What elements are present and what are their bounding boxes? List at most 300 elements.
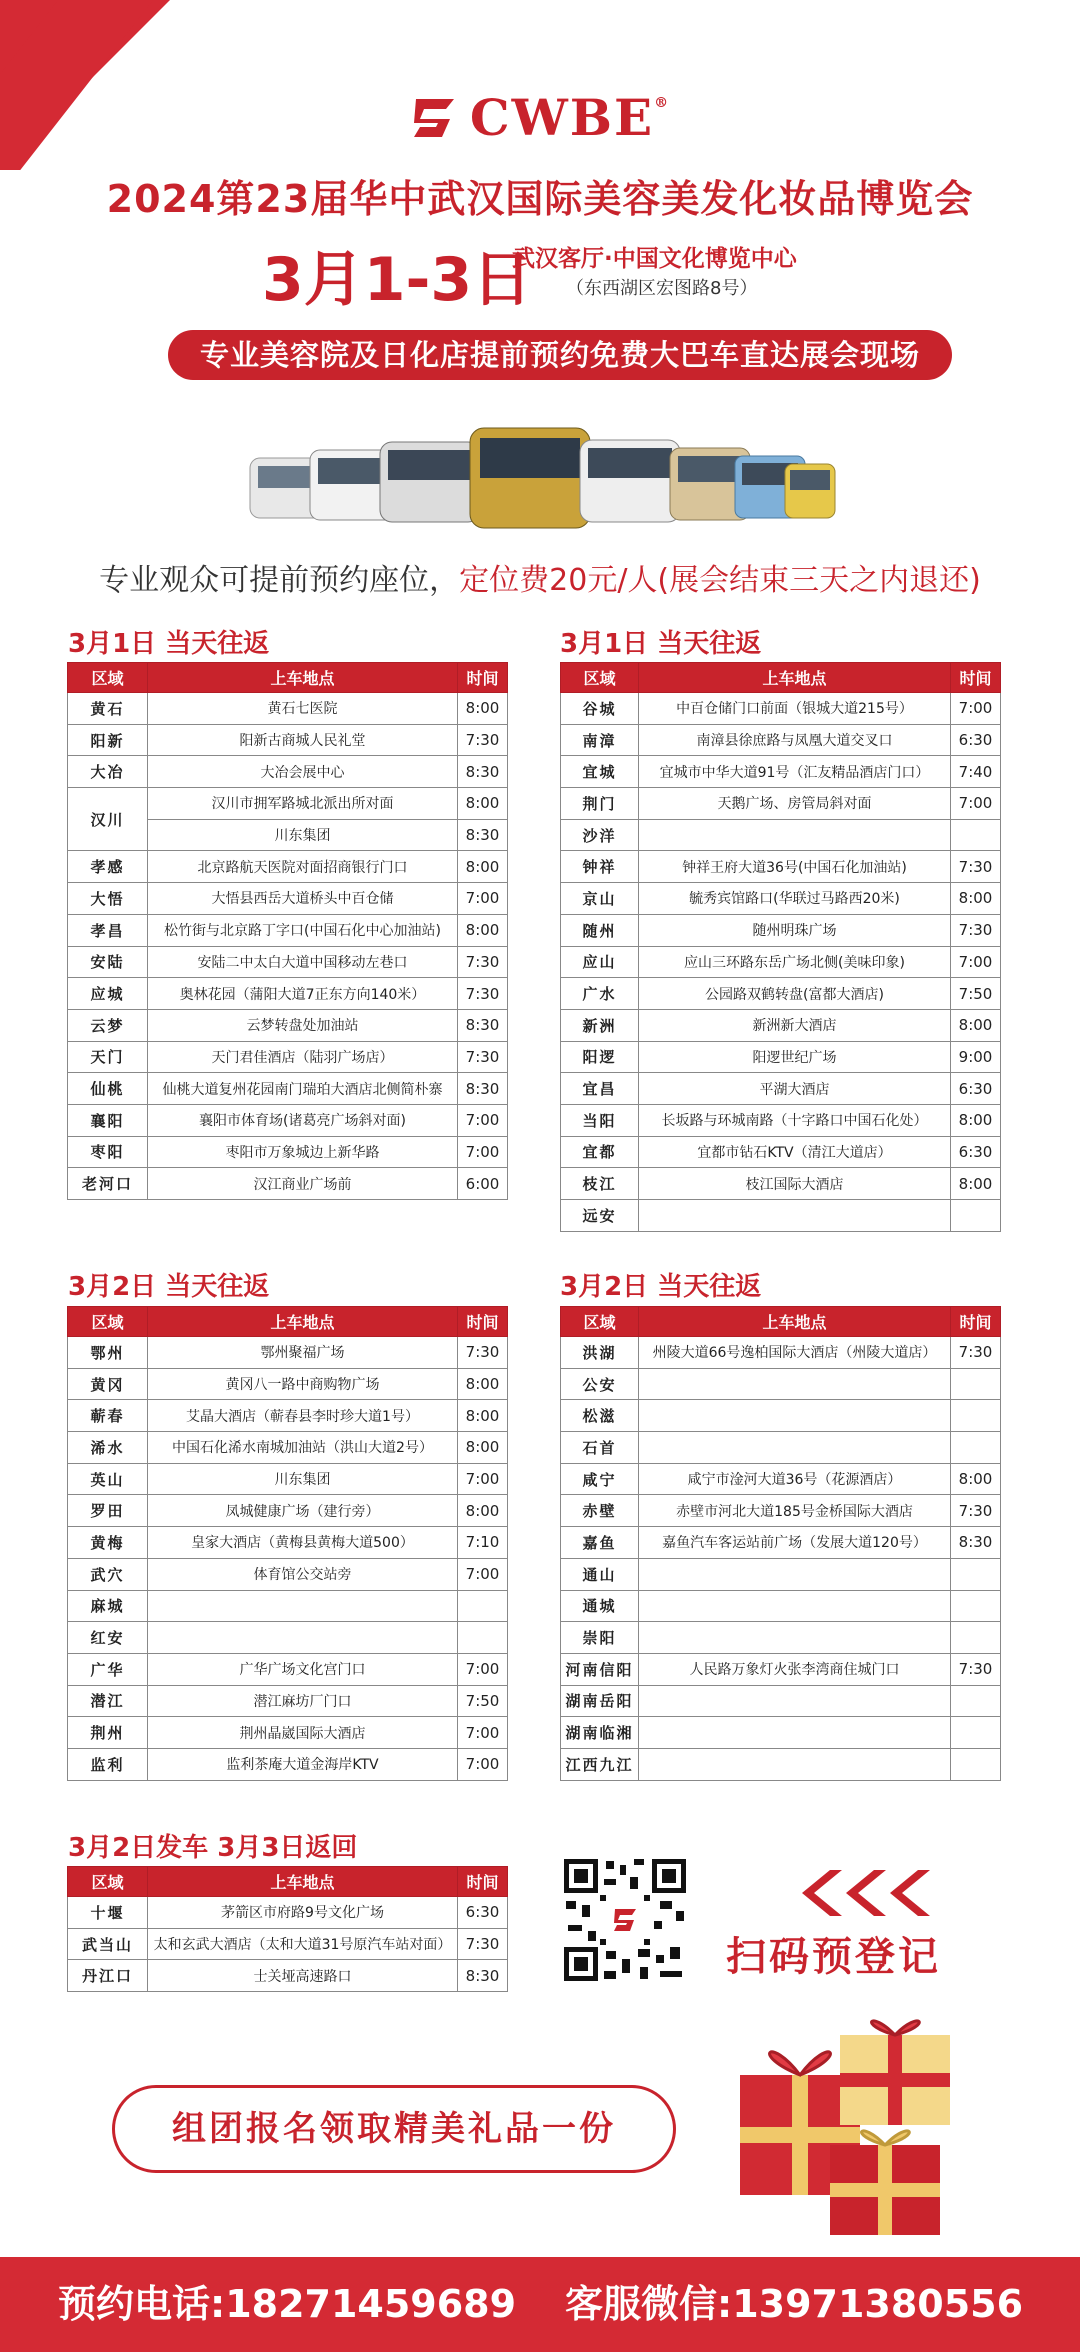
time-cell [458, 1622, 508, 1654]
area-cell: 孝感 [68, 851, 148, 883]
time-cell: 7:10 [458, 1527, 508, 1559]
area-cell: 麻城 [68, 1590, 148, 1622]
area-cell: 宜城 [561, 756, 639, 788]
time-cell: 7:00 [458, 1136, 508, 1168]
time-cell: 8:30 [458, 756, 508, 788]
chevron-left-arrows-icon [794, 1868, 934, 1918]
time-cell [951, 1558, 1001, 1590]
table-row [561, 756, 1001, 788]
area-cell: 宜昌 [561, 1073, 639, 1105]
table-row [68, 1897, 508, 1929]
booking-phone[interactable]: 预约电话:18271459689 [58, 2282, 517, 2326]
area-cell: 大悟 [68, 883, 148, 915]
seat-notice [0, 555, 1080, 599]
area-cell: 应城 [68, 978, 148, 1010]
location-cell: 州陵大道66号逸柏国际大酒店（州陵大道店） [639, 1337, 951, 1369]
table-row [68, 851, 508, 883]
time-cell [951, 1748, 1001, 1780]
table-row [561, 1104, 1001, 1136]
table-row [561, 1337, 1001, 1369]
location-cell: 鄂州聚福广场 [148, 1337, 458, 1369]
notice-fee: 定位费20元/人(展会结束三天之内退还) [459, 563, 981, 598]
area-cell: 孝昌 [68, 914, 148, 946]
area-cell: 安陆 [68, 946, 148, 978]
area-cell: 武穴 [68, 1558, 148, 1590]
time-cell: 7:30 [458, 1928, 508, 1960]
location-cell: 安陆二中太白大道中国移动左巷口 [148, 946, 458, 978]
col-header-area: 区域 [561, 1307, 639, 1337]
time-cell: 8:00 [458, 914, 508, 946]
time-cell: 8:00 [458, 1368, 508, 1400]
time-cell: 7:40 [951, 756, 1001, 788]
table-row [68, 1622, 508, 1654]
location-cell: 北京路航天医院对面招商银行门口 [148, 851, 458, 883]
area-cell: 通城 [561, 1590, 639, 1622]
location-cell: 枣阳市万象城边上新华路 [148, 1136, 458, 1168]
location-cell: 天鹅广场、房管局斜对面 [639, 788, 951, 820]
time-cell: 8:00 [951, 1463, 1001, 1495]
section-title-mar2-right: 3月2日 当天往返 [560, 1272, 762, 1302]
col-header-location: 上车地点 [639, 663, 951, 693]
time-cell: 8:30 [458, 1009, 508, 1041]
time-cell: 8:00 [458, 788, 508, 820]
location-cell: 襄阳市体育场(诸葛亮广场斜对面) [148, 1104, 458, 1136]
location-cell: 天门君佳酒店（陆羽广场店） [148, 1041, 458, 1073]
time-cell: 7:00 [458, 1748, 508, 1780]
area-cell: 枣阳 [68, 1136, 148, 1168]
time-cell: 7:30 [458, 724, 508, 756]
table-row [561, 1200, 1001, 1232]
route-table-mar2-3 [67, 1866, 508, 1992]
logo-text: CWBE [469, 88, 655, 147]
time-cell: 8:30 [458, 1073, 508, 1105]
location-cell [639, 1558, 951, 1590]
area-cell: 当阳 [561, 1104, 639, 1136]
location-cell: 奥林花园（蒲阳大道7正东方向140米） [148, 978, 458, 1010]
time-cell: 8:00 [458, 693, 508, 725]
table-row [68, 1073, 508, 1105]
location-cell: 南漳县徐庶路与凤凰大道交叉口 [639, 724, 951, 756]
table-row [561, 1622, 1001, 1654]
location-cell: 人民路万象灯火张李湾商住城门口 [639, 1653, 951, 1685]
time-cell: 8:00 [951, 1168, 1001, 1200]
area-cell: 阳逻 [561, 1041, 639, 1073]
time-cell: 7:30 [458, 1041, 508, 1073]
area-cell: 崇阳 [561, 1622, 639, 1654]
table-row [68, 1495, 508, 1527]
location-cell: 嘉鱼汽车客运站前广场（发展大道120号） [639, 1527, 951, 1559]
time-cell: 7:00 [458, 1104, 508, 1136]
location-cell: 随州明珠广场 [639, 914, 951, 946]
location-cell: 毓秀宾馆路口(华联过马路西20米) [639, 883, 951, 915]
time-cell: 6:30 [951, 1136, 1001, 1168]
area-cell: 宜都 [561, 1136, 639, 1168]
location-cell: 黄石七医院 [148, 693, 458, 725]
area-cell: 咸宁 [561, 1463, 639, 1495]
location-cell: 黄冈八一路中商购物广场 [148, 1368, 458, 1400]
location-cell: 钟祥王府大道36号(中国石化加油站) [639, 851, 951, 883]
area-cell: 黄石 [68, 693, 148, 725]
area-cell: 远安 [561, 1200, 639, 1232]
table-row [561, 1009, 1001, 1041]
col-header-area: 区域 [68, 663, 148, 693]
registered-mark: ® [654, 95, 671, 111]
location-cell: 阳逻世纪广场 [639, 1041, 951, 1073]
area-cell: 丹江口 [68, 1960, 148, 1992]
table-row [561, 883, 1001, 915]
time-cell: 7:30 [951, 851, 1001, 883]
location-cell: 川东集团 [148, 819, 458, 851]
location-cell [639, 1590, 951, 1622]
area-cell: 蕲春 [68, 1400, 148, 1432]
table-row [68, 1432, 508, 1464]
area-cell: 云梦 [68, 1009, 148, 1041]
location-cell [639, 1200, 951, 1232]
table-row [561, 1748, 1001, 1780]
table-row [68, 693, 508, 725]
time-cell: 8:30 [458, 819, 508, 851]
time-cell: 7:00 [458, 1653, 508, 1685]
location-cell: 太和玄武大酒店（太和大道31号原汽车站对面） [148, 1928, 458, 1960]
location-cell: 大悟县西岳大道桥头中百仓储 [148, 883, 458, 915]
area-cell: 阳新 [68, 724, 148, 756]
area-cell: 汉川 [68, 788, 148, 851]
location-cell: 长坂路与环城南路（十字路口中国石化处） [639, 1104, 951, 1136]
area-cell: 浠水 [68, 1432, 148, 1464]
time-cell: 8:00 [458, 1400, 508, 1432]
time-cell: 7:00 [951, 788, 1001, 820]
location-cell [639, 819, 951, 851]
table-row [561, 1463, 1001, 1495]
cwbe-logo [0, 88, 1080, 147]
area-cell: 荆门 [561, 788, 639, 820]
section-title-mar2-left: 3月2日 当天往返 [68, 1272, 270, 1302]
free-bus-banner: 专业美容院及日化店提前预约免费大巴车直达展会现场 [168, 330, 952, 380]
location-cell: 荆州晶崴国际大酒店 [148, 1717, 458, 1749]
time-cell: 7:30 [458, 946, 508, 978]
notice-prefix: 专业观众可提前预约座位， [99, 563, 460, 598]
area-cell: 荆州 [68, 1717, 148, 1749]
location-cell [148, 1622, 458, 1654]
table-row [561, 1717, 1001, 1749]
location-cell: 凤城健康广场（建行旁） [148, 1495, 458, 1527]
area-cell: 钟祥 [561, 851, 639, 883]
time-cell: 8:00 [951, 883, 1001, 915]
location-cell: 赤壁市河北大道185号金桥国际大酒店 [639, 1495, 951, 1527]
col-header-time: 时间 [458, 1867, 508, 1897]
table-row [68, 1368, 508, 1400]
table-row [561, 1558, 1001, 1590]
area-cell: 随州 [561, 914, 639, 946]
table-row [68, 1653, 508, 1685]
location-cell: 云梦转盘处加油站 [148, 1009, 458, 1041]
table-row [68, 1558, 508, 1590]
area-cell: 潜江 [68, 1685, 148, 1717]
time-cell [951, 1200, 1001, 1232]
time-cell: 6:00 [458, 1168, 508, 1200]
table-row [561, 1590, 1001, 1622]
time-cell [951, 819, 1001, 851]
time-cell: 7:30 [951, 1653, 1001, 1685]
table-row [561, 819, 1001, 851]
area-cell: 嘉鱼 [561, 1527, 639, 1559]
col-header-location: 上车地点 [148, 1867, 458, 1897]
table-row [68, 914, 508, 946]
table-row [561, 1495, 1001, 1527]
qr-code[interactable] [560, 1855, 690, 1985]
time-cell: 8:30 [458, 1960, 508, 1992]
table-row [561, 1400, 1001, 1432]
table-row [68, 1337, 508, 1369]
location-cell: 宜城市中华大道91号（汇友精品酒店门口） [639, 756, 951, 788]
location-cell [639, 1400, 951, 1432]
location-cell: 平湖大酒店 [639, 1073, 951, 1105]
area-cell: 罗田 [68, 1495, 148, 1527]
area-cell: 鄂州 [68, 1337, 148, 1369]
time-cell: 6:30 [951, 1073, 1001, 1105]
col-header-location: 上车地点 [639, 1307, 951, 1337]
expo-address: （东西湖区宏图路8号） [566, 278, 758, 299]
area-cell: 新洲 [561, 1009, 639, 1041]
route-table-mar1-left [67, 662, 508, 1200]
time-cell: 7:00 [458, 1463, 508, 1495]
location-cell: 士关垭高速路口 [148, 1960, 458, 1992]
table-row [561, 693, 1001, 725]
time-cell [951, 1685, 1001, 1717]
time-cell: 7:50 [458, 1685, 508, 1717]
time-cell [951, 1717, 1001, 1749]
time-cell: 7:50 [951, 978, 1001, 1010]
area-cell: 湖南临湘 [561, 1717, 639, 1749]
service-wechat: 客服微信:13971380556 [565, 2282, 1024, 2326]
time-cell [458, 1590, 508, 1622]
area-cell: 广水 [561, 978, 639, 1010]
time-cell: 7:00 [458, 1717, 508, 1749]
time-cell: 8:30 [951, 1527, 1001, 1559]
area-cell: 襄阳 [68, 1104, 148, 1136]
time-cell: 7:30 [951, 1337, 1001, 1369]
col-header-area: 区域 [68, 1307, 148, 1337]
area-cell: 谷城 [561, 693, 639, 725]
table-row [68, 1400, 508, 1432]
time-cell [951, 1432, 1001, 1464]
area-cell: 应山 [561, 946, 639, 978]
table-row [561, 946, 1001, 978]
table-row [561, 724, 1001, 756]
area-cell: 枝江 [561, 1168, 639, 1200]
location-cell: 松竹街与北京路丁字口(中国石化中心加油站) [148, 914, 458, 946]
table-row [68, 1041, 508, 1073]
area-cell: 武当山 [68, 1928, 148, 1960]
time-cell: 9:00 [951, 1041, 1001, 1073]
expo-date: 3月1-3日 [262, 245, 533, 315]
table-row [68, 1590, 508, 1622]
location-cell: 中国石化浠水南城加油站（洪山大道2号） [148, 1432, 458, 1464]
area-cell: 湖南岳阳 [561, 1685, 639, 1717]
time-cell: 7:30 [458, 1337, 508, 1369]
location-cell [639, 1432, 951, 1464]
table-row [68, 724, 508, 756]
table-row [561, 1527, 1001, 1559]
location-cell: 艾晶大酒店（蕲春县李时珍大道1号） [148, 1400, 458, 1432]
area-cell: 江西九江 [561, 1748, 639, 1780]
table-row [68, 1136, 508, 1168]
location-cell: 广华广场文化宫门口 [148, 1653, 458, 1685]
area-cell: 沙洋 [561, 819, 639, 851]
location-cell: 汉川市拥军路城北派出所对面 [148, 788, 458, 820]
area-cell: 京山 [561, 883, 639, 915]
table-row [68, 756, 508, 788]
location-cell: 潜江麻坊厂门口 [148, 1685, 458, 1717]
scan-register-label: 扫码预登记 [726, 1934, 941, 1980]
location-cell: 汉江商业广场前 [148, 1168, 458, 1200]
location-cell: 仙桃大道复州花园南门瑞珀大酒店北侧简朴寨 [148, 1073, 458, 1105]
area-cell: 十堰 [68, 1897, 148, 1929]
table-row [68, 1685, 508, 1717]
table-row [68, 1463, 508, 1495]
location-cell [639, 1685, 951, 1717]
table-row [68, 1960, 508, 1992]
time-cell [951, 1590, 1001, 1622]
location-cell: 应山三环路东岳广场北侧(美味印象) [639, 946, 951, 978]
col-header-location: 上车地点 [148, 1307, 458, 1337]
table-row [68, 1168, 508, 1200]
table-row [561, 1168, 1001, 1200]
table-row [68, 1717, 508, 1749]
section-title-mar2-3: 3月2日发车 3月3日返回 [68, 1833, 358, 1863]
table-row [68, 946, 508, 978]
table-row [561, 1136, 1001, 1168]
route-table-mar2-right [560, 1306, 1001, 1781]
area-cell: 老河口 [68, 1168, 148, 1200]
location-cell: 宜都市钻石KTV（清江大道店） [639, 1136, 951, 1168]
area-cell: 公安 [561, 1368, 639, 1400]
section-title-mar1-right: 3月1日 当天往返 [560, 629, 762, 659]
time-cell: 7:30 [951, 914, 1001, 946]
area-cell: 石首 [561, 1432, 639, 1464]
table-row [561, 1685, 1001, 1717]
buses-illustration [240, 418, 840, 538]
route-table-mar1-right [560, 662, 1001, 1232]
table-row [561, 978, 1001, 1010]
area-cell: 黄冈 [68, 1368, 148, 1400]
col-header-area: 区域 [561, 663, 639, 693]
col-header-time: 时间 [951, 1307, 1001, 1337]
location-cell [639, 1368, 951, 1400]
col-header-location: 上车地点 [148, 663, 458, 693]
time-cell [951, 1622, 1001, 1654]
table-row [68, 1009, 508, 1041]
route-table-mar2-left [67, 1306, 508, 1781]
area-cell: 天门 [68, 1041, 148, 1073]
table-row [68, 788, 508, 820]
location-cell [639, 1748, 951, 1780]
table-row [68, 978, 508, 1010]
table-row [68, 1928, 508, 1960]
table-row [561, 914, 1001, 946]
location-cell [639, 1622, 951, 1654]
area-cell: 河南信阳 [561, 1653, 639, 1685]
location-cell: 茅箭区市府路9号文化广场 [148, 1897, 458, 1929]
area-cell: 黄梅 [68, 1527, 148, 1559]
col-header-area: 区域 [68, 1867, 148, 1897]
table-row [561, 1432, 1001, 1464]
time-cell: 6:30 [458, 1897, 508, 1929]
logo-mark-icon [410, 95, 460, 141]
table-row [561, 851, 1001, 883]
group-gift-box: 组团报名领取精美礼品一份 [112, 2085, 676, 2173]
footer-bar [0, 2257, 1080, 2352]
expo-title: 2024第23届华中武汉国际美容美发化妆品博览会 [106, 177, 974, 221]
time-cell: 8:00 [458, 1495, 508, 1527]
table-row [561, 1073, 1001, 1105]
time-cell: 7:30 [458, 978, 508, 1010]
table-row [68, 1104, 508, 1136]
time-cell: 8:00 [951, 1104, 1001, 1136]
table-row [561, 1041, 1001, 1073]
time-cell: 7:00 [458, 883, 508, 915]
time-cell: 8:00 [458, 851, 508, 883]
time-cell: 7:30 [951, 1495, 1001, 1527]
time-cell: 7:00 [458, 1558, 508, 1590]
location-cell: 体育馆公交站旁 [148, 1558, 458, 1590]
location-cell: 枝江国际大酒店 [639, 1168, 951, 1200]
location-cell: 咸宁市淦河大道36号（花源酒店） [639, 1463, 951, 1495]
area-cell: 仙桃 [68, 1073, 148, 1105]
table-row [561, 1653, 1001, 1685]
area-cell: 南漳 [561, 724, 639, 756]
area-cell: 洪湖 [561, 1337, 639, 1369]
location-cell: 大冶会展中心 [148, 756, 458, 788]
area-cell: 监利 [68, 1748, 148, 1780]
location-cell: 公园路双鹤转盘(富都大酒店) [639, 978, 951, 1010]
expo-venue: 武汉客厅·中国文化博览中心 [512, 246, 797, 272]
area-cell: 赤壁 [561, 1495, 639, 1527]
area-cell: 通山 [561, 1558, 639, 1590]
area-cell: 大冶 [68, 756, 148, 788]
table-row [68, 1527, 508, 1559]
location-cell: 中百仓储门口前面（银城大道215号） [639, 693, 951, 725]
time-cell: 7:00 [951, 946, 1001, 978]
location-cell: 川东集团 [148, 1463, 458, 1495]
time-cell: 8:00 [951, 1009, 1001, 1041]
col-header-time: 时间 [458, 1307, 508, 1337]
section-title-mar1-left: 3月1日 当天往返 [68, 629, 270, 659]
location-cell: 新洲新大酒店 [639, 1009, 951, 1041]
location-cell [639, 1717, 951, 1749]
area-cell: 红安 [68, 1622, 148, 1654]
time-cell: 8:00 [458, 1432, 508, 1464]
time-cell: 6:30 [951, 724, 1001, 756]
table-row [561, 1368, 1001, 1400]
location-cell: 皇家大酒店（黄梅县黄梅大道500） [148, 1527, 458, 1559]
area-cell: 广华 [68, 1653, 148, 1685]
time-cell [951, 1400, 1001, 1432]
time-cell [951, 1368, 1001, 1400]
col-header-time: 时间 [458, 663, 508, 693]
col-header-time: 时间 [951, 663, 1001, 693]
area-cell: 英山 [68, 1463, 148, 1495]
table-row [68, 1748, 508, 1780]
location-cell: 监利茶庵大道金海岸KTV [148, 1748, 458, 1780]
time-cell: 7:00 [951, 693, 1001, 725]
gift-boxes-icon [730, 2015, 960, 2245]
location-cell [148, 1590, 458, 1622]
table-row [561, 788, 1001, 820]
table-row [68, 883, 508, 915]
location-cell: 阳新古商城人民礼堂 [148, 724, 458, 756]
area-cell: 松滋 [561, 1400, 639, 1432]
